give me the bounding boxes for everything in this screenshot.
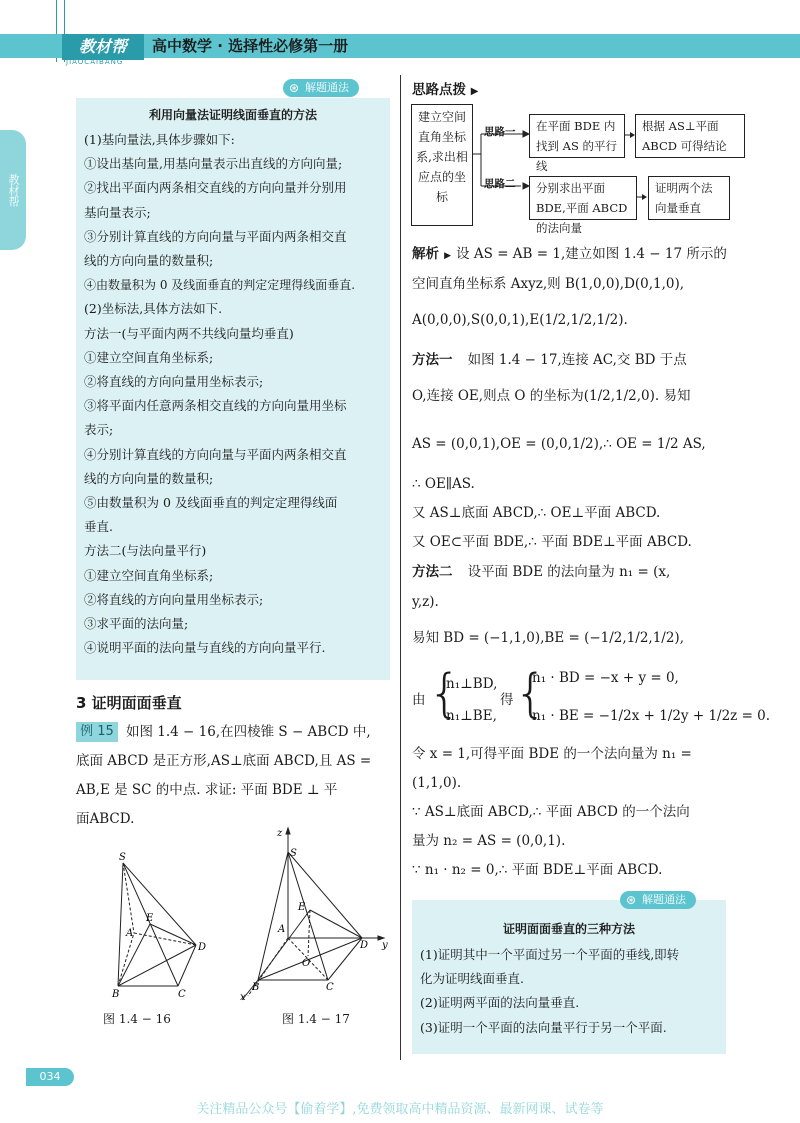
arrow-icon (637, 192, 647, 202)
text-line: ∴ OE∥AS. (412, 476, 475, 492)
text-line: (2)坐标法,具体方法如下. (84, 301, 223, 317)
brace-icon: { (428, 664, 462, 724)
text-line: 表示; (84, 422, 114, 438)
example-badge: 例 15 (76, 722, 118, 742)
text-line: 得 (500, 692, 514, 708)
label-y: y (382, 940, 388, 951)
pyramid-figure-17 (230, 826, 396, 1002)
label-z: z (277, 828, 283, 839)
step2a-box: 分别求出平面 BDE,平面 ABCD 的法向量 (529, 176, 637, 220)
text-line: ⑤由数量积为 0 及线面垂直的判定定理得线面 (84, 495, 338, 511)
path1-label: 思路一 (484, 126, 516, 138)
text-line: A(0,0,0),S(0,0,1),E(1/2,1/2,1/2). (412, 312, 628, 328)
text-line: 易知 BD = (−1,1,0),BE = (−1/2,1/2,1/2), (412, 630, 684, 646)
text-line: 线的方向向量的数量积; (84, 470, 214, 486)
text-line: ①建立空间直角坐标系; (84, 349, 214, 365)
method-box-title: 利用向量法证明线面垂直的方法 (148, 108, 317, 122)
method2-label: 方法二 (412, 564, 453, 580)
text-line: ③将平面内任意两条相交直线的方向向量用坐标 (84, 398, 347, 414)
hint-title-text: 思路点拨 (412, 82, 466, 98)
text-line: ②找出平面内两条相交直线的方向向量并分别用 (84, 180, 347, 196)
text-line: 空间直角坐标系 Axyz,则 B(1,0,0),D(0,1,0), (412, 276, 685, 292)
text-line: 令 x = 1,可得平面 BDE 的一个法向量为 n₁ = (412, 746, 692, 762)
path2-label: 思路二 (484, 178, 516, 190)
text-line: (3)证明一个平面的法向量平行于另一个平面. (420, 1019, 667, 1035)
text-line: O,连接 OE,则点 O 的坐标为(1/2,1/2,0). 易知 (412, 388, 691, 404)
text-line: 方法二(与法向量平行) (84, 543, 207, 559)
text-line: 量为 n₂ = AS = (0,0,1). (412, 833, 566, 849)
text-line: 线的方向向量的数量积; (84, 253, 214, 269)
triangle-icon: ▶ (444, 251, 452, 261)
triangle-icon: ▶ (470, 86, 479, 97)
brand-subtitle: JIAOCAIBANG (66, 58, 124, 66)
method-badge: ⊛ 解题通法 (620, 891, 696, 909)
solution-label: 解析 (412, 246, 439, 262)
text-line: (1)证明其中一个平面过另一个平面的垂线,即转 (420, 947, 680, 962)
brand-logo: 教材帮 (62, 34, 144, 60)
hint-title (412, 78, 478, 98)
side-tab: 教材帮 (0, 130, 26, 250)
label-D: D (360, 940, 369, 951)
label-E: E (298, 902, 306, 913)
pyramid-figure-16 (90, 848, 220, 1000)
label-x: x (240, 992, 246, 1002)
step1b-box: 根据 AS⊥平面 ABCD 可得结论 (635, 114, 745, 158)
figure-caption: 图 1.4 − 16 (103, 1012, 171, 1026)
text-line: ④分别计算直线的方向向量与平面内两条相交直 (84, 446, 347, 462)
text-line: (1,1,0). (412, 775, 462, 791)
text-line: ∵ n₁ · n₂ = 0,∴ 平面 BDE⊥平面 ABCD. (412, 862, 663, 878)
text-line: y,z). (412, 594, 439, 610)
method-box-2-lines (420, 943, 722, 1040)
text-line: n₁⊥BD, (446, 676, 498, 692)
method-badge: ⊛ 解题通法 (283, 79, 359, 97)
method-box-lines (84, 128, 386, 660)
footer-note: 关注精品公众号【偷着学】,免费领取高中精品资源、最新网课、试卷等 (196, 1102, 604, 1117)
text-line: 方法一(与平面内两不共线向量均垂直) (84, 325, 294, 341)
text-line: n₁⊥BE, (446, 708, 497, 724)
label-C: C (326, 982, 334, 993)
label-O: O (302, 958, 311, 969)
text-line: ④说明平面的法向量与直线的方向向量平行. (84, 640, 326, 656)
text-line: 基向量表示; (84, 204, 151, 220)
text-line: 化为证明线面垂直. (420, 971, 524, 987)
label-D: D (198, 942, 207, 953)
example-line: 如图 1.4 − 16,在四棱锥 S − ABCD 中, (126, 724, 371, 740)
text-line: ③求平面的法向量; (84, 616, 189, 632)
text-line: n₁ · BD = −x + y = 0, (532, 670, 679, 686)
text-line: n₁ · BE = −1/2x + 1/2y + 1/2z = 0. (532, 708, 771, 724)
text-line: (1)基向量法,具体步骤如下: (84, 132, 235, 147)
text-line: ②将直线的方向向量用坐标表示; (84, 591, 264, 607)
brace-icon: { (514, 664, 548, 724)
label-B: B (112, 989, 120, 1000)
text-line: 如图 1.4 − 17,连接 AC,交 BD 于点 (467, 352, 687, 368)
text-line: 垂直. (84, 519, 113, 535)
text-line: AS = (0,0,1),OE = (0,0,1/2),∴ OE = 1/2 AS, (412, 436, 706, 452)
example-line: AB,E 是 SC 的中点. 求证: 平面 BDE ⊥ 平 (76, 782, 338, 798)
section-title: 3 证明面面垂直 (76, 694, 182, 712)
method-box-title: 证明面面垂直的三种方法 (502, 922, 635, 936)
method1-label: 方法一 (412, 352, 453, 368)
book-title: 高中数学 · 选择性必修第一册 (152, 37, 349, 55)
hint-connectors (473, 104, 535, 226)
column-divider (400, 75, 401, 1060)
text-line: 设 AS = AB = 1,建立如图 1.4 − 17 所示的 (456, 246, 727, 262)
text-line: ∵ AS⊥底面 ABCD,∴ 平面 ABCD 的一个法向 (412, 804, 690, 820)
hint-start-box: 建立空间直角坐标系,求出相应点的坐标 (411, 104, 473, 226)
text-line: ④由数量积为 0 及线面垂直的判定定理得线面垂直. (84, 278, 356, 293)
label-B: B (252, 982, 260, 993)
label-E: E (146, 913, 154, 924)
example-line: 底面 ABCD 是正方形,AS⊥底面 ABCD,且 AS = (76, 753, 372, 769)
text-line: 又 AS⊥底面 ABCD,∴ OE⊥平面 ABCD. (412, 505, 661, 521)
text-line: 设平面 BDE 的法向量为 n₁ = (x, (467, 564, 671, 580)
example-line: 面ABCD. (76, 811, 135, 827)
label-A: A (278, 924, 286, 935)
text-line: ③分别计算直线的方向向量与平面内两条相交直 (84, 228, 347, 244)
text-line: ②将直线的方向向量用坐标表示; (84, 374, 264, 390)
text-line: ①建立空间直角坐标系; (84, 567, 214, 583)
label-S: S (119, 852, 126, 863)
step2b-box: 证明两个法向量垂直 (648, 176, 730, 220)
label-A: A (126, 928, 134, 939)
label-C: C (178, 989, 186, 1000)
method1-line (412, 346, 687, 375)
arrow-icon (625, 130, 635, 140)
step1a-box: 在平面 BDE 内找到 AS 的平行线 (529, 114, 625, 158)
page-number: 034 (26, 1068, 74, 1086)
method2-line (412, 558, 670, 587)
text-line: 又 OE⊂平面 BDE,∴ 平面 BDE⊥平面 ABCD. (412, 534, 692, 550)
text-line: (2)证明两平面的法向量垂直. (420, 995, 580, 1011)
text-line: 由 (412, 692, 426, 708)
label-S: S (290, 848, 297, 859)
figure-caption: 图 1.4 − 17 (282, 1012, 350, 1026)
solution-line (412, 240, 727, 269)
text-line: ①设出基向量,用基向量表示出直线的方向向量; (84, 156, 343, 172)
